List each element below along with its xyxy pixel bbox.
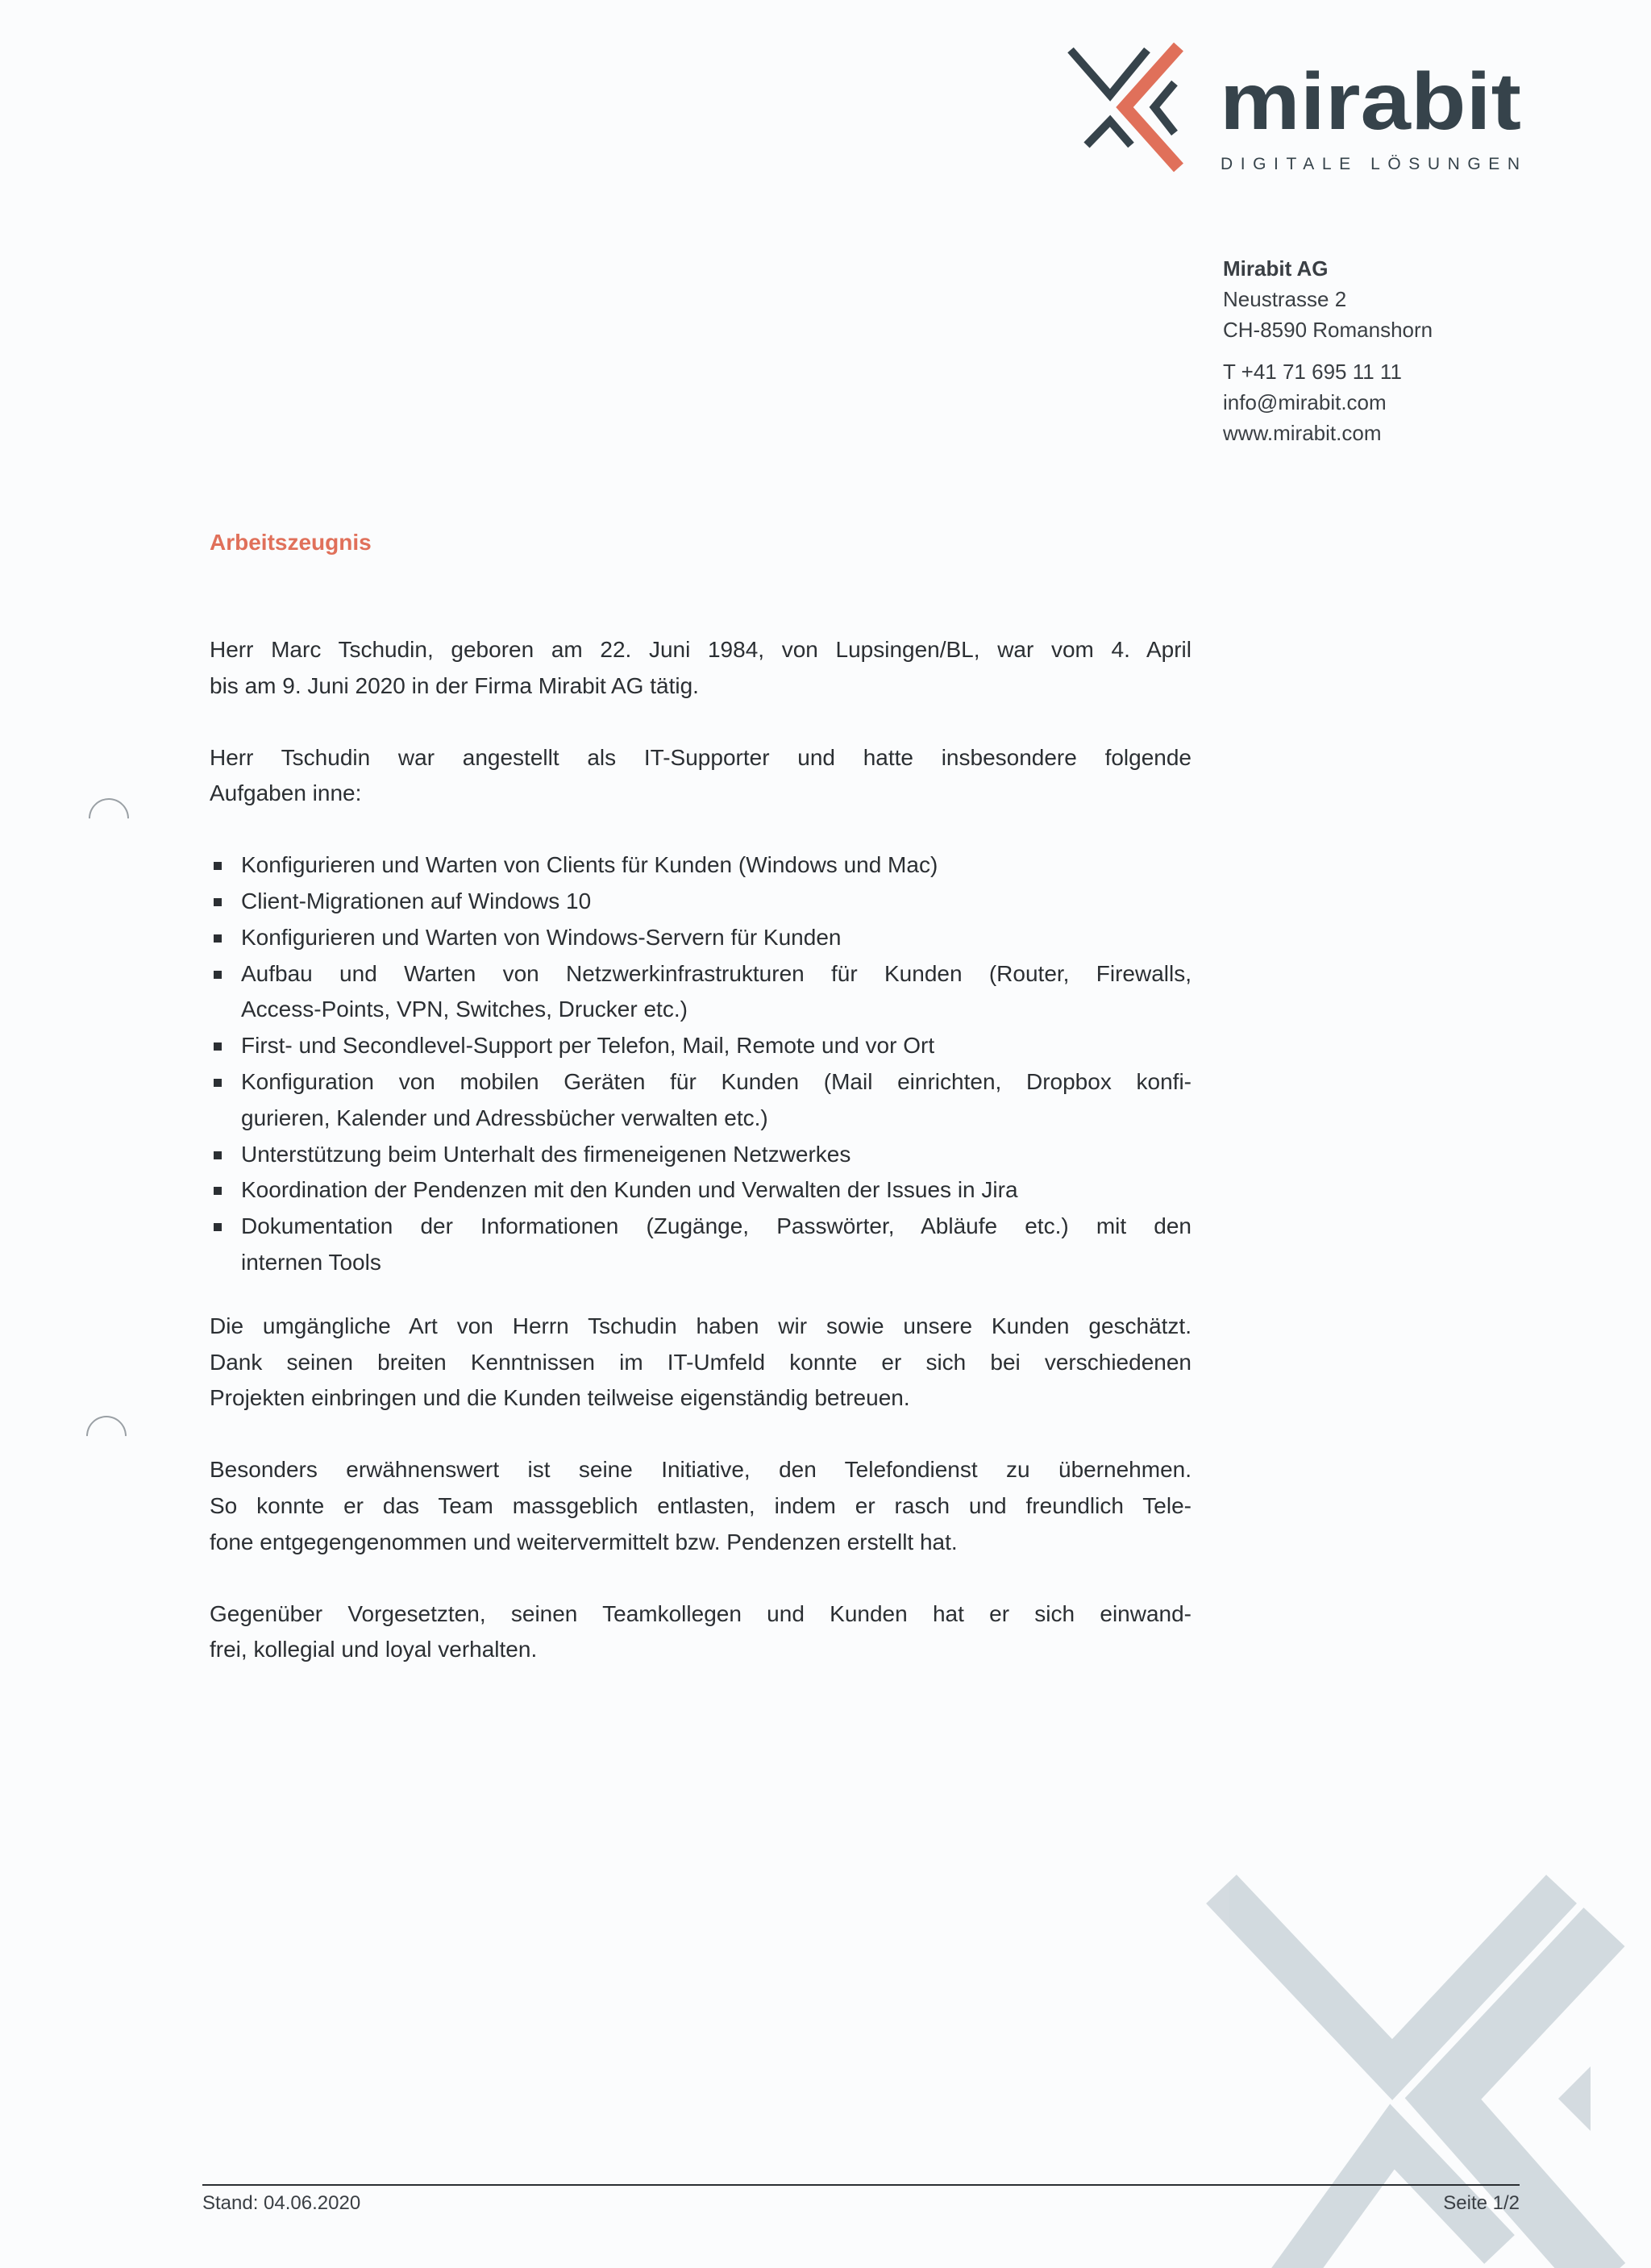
list-item bbox=[210, 1137, 1191, 1173]
page-number: Seite 1/2 bbox=[1443, 2192, 1520, 2214]
list-item bbox=[210, 884, 1191, 920]
address-block bbox=[1223, 253, 1433, 448]
bullet-icon bbox=[214, 1223, 222, 1231]
list-item bbox=[210, 1172, 1191, 1209]
email-link[interactable]: info@mirabit.com bbox=[1223, 390, 1387, 414]
logo-small-chevron bbox=[1154, 83, 1175, 133]
bullet-icon bbox=[214, 1042, 222, 1051]
text-line: Projekten einbringen und die Kunden teilweise eigenständig betreuen. bbox=[210, 1385, 910, 1411]
logo-wordmark: mirabit bbox=[1220, 56, 1521, 147]
text-line: bis am 9. Juni 2020 in der Firma Mirabit AG tätig. bbox=[210, 672, 699, 698]
bullet-icon bbox=[214, 934, 222, 943]
text-line: Client-Migrationen auf Windows 10 bbox=[241, 888, 592, 913]
bullet-icon bbox=[214, 862, 222, 870]
city: CH-8590 Romanshorn bbox=[1223, 318, 1433, 342]
text-line: gurieren, Kalender und Adressbücher verwalten etc.) bbox=[241, 1105, 768, 1130]
logo-lambda-stroke bbox=[1087, 121, 1131, 145]
website-link[interactable]: www.mirabit.com bbox=[1223, 421, 1382, 445]
text-line: Besonders erwähnenswert ist seine Initiative, den Telefondienst zu übernehmen. bbox=[210, 1457, 1191, 1483]
text-line: Herr Marc Tschudin, geboren am 22. Juni 1984, von Lupsingen/BL, war vom 4. April bbox=[210, 637, 1191, 662]
body-paragraph bbox=[210, 1596, 1191, 1669]
text-line: Aufbau und Warten von Netzwerkinfrastrukturen für Kunden (Router, Firewalls, bbox=[241, 960, 1191, 986]
text-line: Herr Tschudin war angestellt als IT-Supporter und hatte insbesondere folgende bbox=[210, 744, 1191, 770]
list-item bbox=[210, 956, 1191, 1029]
text-line: Dank seinen breiten Kenntnissen im IT-Umfeld konnte er sich bei verschiedenen bbox=[210, 1349, 1191, 1375]
tasks-intro-paragraph bbox=[210, 740, 1191, 813]
text-line: Unterstützung beim Unterhalt des firmeneigenen Netzwerkes bbox=[241, 1141, 851, 1167]
watermark-small-triangle bbox=[1558, 2066, 1591, 2131]
phone: T +41 71 695 11 11 bbox=[1223, 360, 1402, 384]
footer-divider bbox=[202, 2184, 1520, 2186]
spacer bbox=[1223, 345, 1433, 356]
bullet-icon bbox=[214, 1151, 222, 1159]
intro-paragraph bbox=[210, 632, 1191, 705]
bullet-icon bbox=[214, 1187, 222, 1195]
list-item bbox=[210, 847, 1191, 884]
text-line: Aufgaben inne: bbox=[210, 780, 362, 806]
letter-body bbox=[210, 528, 1191, 1668]
text-line: fone entgegengenommen und weitervermittelt bzw. Pendenzen erstellt hat. bbox=[210, 1529, 958, 1554]
logo-tagline: DIGITALE LÖSUNGEN bbox=[1221, 155, 1520, 173]
company-logo bbox=[0, 0, 1651, 194]
bullet-icon bbox=[214, 1079, 222, 1087]
body-paragraph bbox=[210, 1309, 1191, 1417]
list-item bbox=[210, 1209, 1191, 1281]
street: Neustrasse 2 bbox=[1223, 287, 1347, 311]
text-line: internen Tools bbox=[241, 1249, 381, 1275]
text-line: Access-Points, VPN, Switches, Drucker etc.) bbox=[241, 997, 688, 1022]
text-line: So konnte er das Team massgeblich entlasten, indem er rasch und freundlich Tele- bbox=[210, 1492, 1191, 1518]
text-line: Konfiguration von mobilen Geräten für Kunden (Mail einrichten, Dropbox konfi- bbox=[241, 1068, 1191, 1094]
text-line: Konfigurieren und Warten von Windows-Servern für Kunden bbox=[241, 924, 842, 950]
list-item bbox=[210, 1064, 1191, 1137]
bullet-icon bbox=[214, 898, 222, 906]
list-item bbox=[210, 1028, 1191, 1064]
list-item bbox=[210, 920, 1191, 956]
text-line: Koordination der Pendenzen mit den Kunden und Verwalten der Issues in Jira bbox=[241, 1177, 1018, 1203]
text-line: Gegenüber Vorgesetzten, seinen Teamkollegen und Kunden hat er sich einwand- bbox=[210, 1600, 1191, 1626]
text-line: Die umgängliche Art von Herrn Tschudin haben wir sowie unsere Kunden geschätzt. bbox=[210, 1313, 1191, 1338]
bullet-icon bbox=[214, 971, 222, 979]
text-line: frei, kollegial und loyal verhalten. bbox=[210, 1637, 538, 1663]
text-line: Dokumentation der Informationen (Zugänge, Passwörter, Abläufe etc.) mit den bbox=[241, 1213, 1191, 1239]
task-list bbox=[210, 847, 1191, 1281]
footer-date: Stand: 04.06.2020 bbox=[202, 2192, 361, 2214]
text-line: Konfigurieren und Warten von Clients für Kunden (Windows und Mac) bbox=[241, 852, 938, 878]
company-name: Mirabit AG bbox=[1223, 256, 1329, 281]
text-line: First- und Secondlevel-Support per Telefon, Mail, Remote und vor Ort bbox=[241, 1033, 935, 1059]
document-title: Arbeitszeugnis bbox=[210, 530, 372, 555]
body-paragraph bbox=[210, 1452, 1191, 1560]
